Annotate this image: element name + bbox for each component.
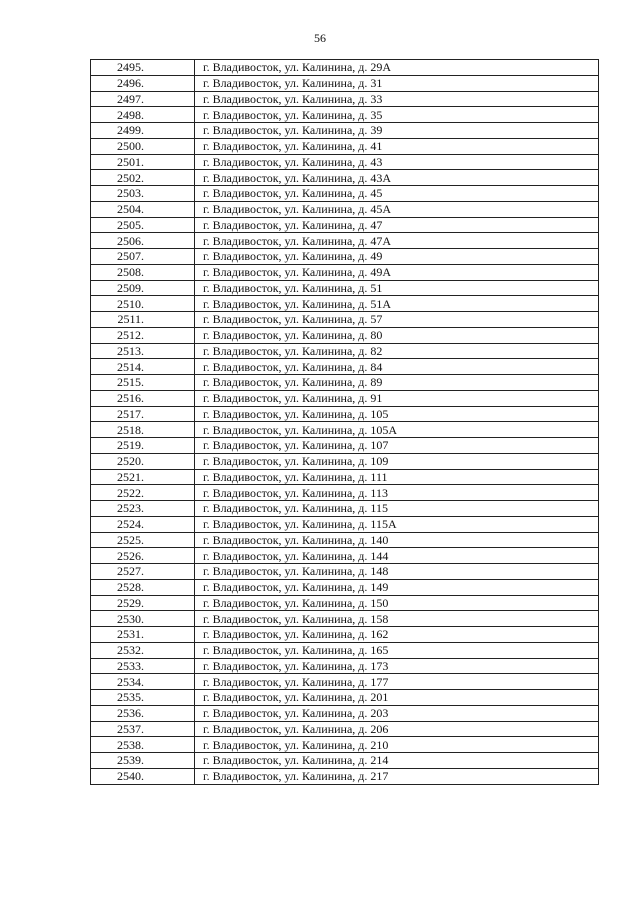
address-cell: г. Владивосток, ул. Калинина, д. 91 [195,390,599,406]
address-cell: г. Владивосток, ул. Калинина, д. 105А [195,422,599,438]
address-cell: г. Владивосток, ул. Калинина, д. 203 [195,705,599,721]
table-row [91,296,599,312]
table-row [91,75,599,91]
table-row [91,186,599,202]
row-number-cell: 2496. [91,75,195,91]
table-row [91,438,599,454]
address-cell: г. Владивосток, ул. Калинина, д. 57 [195,312,599,328]
table-row [91,406,599,422]
table-row [91,485,599,501]
row-number-cell: 2515. [91,375,195,391]
address-cell: г. Владивосток, ул. Калинина, д. 47А [195,233,599,249]
table-row [91,91,599,107]
table-row [91,548,599,564]
table-row [91,233,599,249]
table-row [91,705,599,721]
address-cell: г. Владивосток, ул. Калинина, д. 82 [195,343,599,359]
table-row [91,249,599,265]
address-cell: г. Владивосток, ул. Калинина, д. 148 [195,564,599,580]
address-cell: г. Владивосток, ул. Калинина, д. 43 [195,154,599,170]
table-row [91,138,599,154]
table-row [91,375,599,391]
row-number-cell: 2519. [91,438,195,454]
address-cell: г. Владивосток, ул. Калинина, д. 111 [195,469,599,485]
address-cell: г. Владивосток, ул. Калинина, д. 140 [195,532,599,548]
address-cell: г. Владивосток, ул. Калинина, д. 173 [195,658,599,674]
table-row [91,611,599,627]
row-number-cell: 2501. [91,154,195,170]
row-number-cell: 2512. [91,327,195,343]
row-number-cell: 2522. [91,485,195,501]
table-body [91,60,599,785]
table-row [91,422,599,438]
address-cell: г. Владивосток, ул. Калинина, д. 41 [195,138,599,154]
address-cell: г. Владивосток, ул. Калинина, д. 29А [195,60,599,76]
table-row [91,674,599,690]
row-number-cell: 2534. [91,674,195,690]
row-number-cell: 2525. [91,532,195,548]
address-cell: г. Владивосток, ул. Калинина, д. 206 [195,721,599,737]
address-cell: г. Владивосток, ул. Калинина, д. 115 [195,501,599,517]
table-row [91,469,599,485]
table-row [91,312,599,328]
row-number-cell: 2495. [91,60,195,76]
address-cell: г. Владивосток, ул. Калинина, д. 162 [195,627,599,643]
row-number-cell: 2516. [91,390,195,406]
row-number-cell: 2498. [91,107,195,123]
row-number-cell: 2507. [91,249,195,265]
table-row [91,264,599,280]
table-row [91,595,599,611]
address-cell: г. Владивосток, ул. Калинина, д. 214 [195,753,599,769]
row-number-cell: 2506. [91,233,195,249]
table-row [91,123,599,139]
address-cell: г. Владивосток, ул. Калинина, д. 210 [195,737,599,753]
row-number-cell: 2529. [91,595,195,611]
row-number-cell: 2514. [91,359,195,375]
row-number-cell: 2500. [91,138,195,154]
address-cell: г. Владивосток, ул. Калинина, д. 49 [195,249,599,265]
row-number-cell: 2517. [91,406,195,422]
table-row [91,768,599,784]
table-row [91,501,599,517]
table-row [91,107,599,123]
address-cell: г. Владивосток, ул. Калинина, д. 35 [195,107,599,123]
table-row [91,753,599,769]
row-number-cell: 2539. [91,753,195,769]
address-cell: г. Владивосток, ул. Калинина, д. 43А [195,170,599,186]
row-number-cell: 2523. [91,501,195,517]
table-row [91,627,599,643]
address-cell: г. Владивосток, ул. Калинина, д. 31 [195,75,599,91]
row-number-cell: 2535. [91,690,195,706]
row-number-cell: 2504. [91,201,195,217]
row-number-cell: 2527. [91,564,195,580]
table-row [91,217,599,233]
table-row [91,154,599,170]
row-number-cell: 2499. [91,123,195,139]
address-cell: г. Владивосток, ул. Калинина, д. 47 [195,217,599,233]
address-cell: г. Владивосток, ул. Калинина, д. 39 [195,123,599,139]
address-cell: г. Владивосток, ул. Калинина, д. 177 [195,674,599,690]
row-number-cell: 2508. [91,264,195,280]
address-cell: г. Владивосток, ул. Калинина, д. 150 [195,595,599,611]
address-cell: г. Владивосток, ул. Калинина, д. 80 [195,327,599,343]
page-number: 56 [314,31,326,45]
table-row [91,658,599,674]
address-cell: г. Владивосток, ул. Калинина, д. 113 [195,485,599,501]
table-row [91,201,599,217]
address-cell: г. Владивосток, ул. Калинина, д. 51 [195,280,599,296]
address-cell: г. Владивосток, ул. Калинина, д. 107 [195,438,599,454]
table-row [91,359,599,375]
row-number-cell: 2502. [91,170,195,186]
address-cell: г. Владивосток, ул. Калинина, д. 84 [195,359,599,375]
row-number-cell: 2540. [91,768,195,784]
table-row [91,60,599,76]
row-number-cell: 2497. [91,91,195,107]
row-number-cell: 2530. [91,611,195,627]
table-row [91,327,599,343]
address-cell: г. Владивосток, ул. Калинина, д. 105 [195,406,599,422]
address-cell: г. Владивосток, ул. Калинина, д. 158 [195,611,599,627]
row-number-cell: 2511. [91,312,195,328]
address-cell: г. Владивосток, ул. Калинина, д. 89 [195,375,599,391]
table-row [91,280,599,296]
address-cell: г. Владивосток, ул. Калинина, д. 201 [195,690,599,706]
row-number-cell: 2536. [91,705,195,721]
row-number-cell: 2503. [91,186,195,202]
address-cell: г. Владивосток, ул. Калинина, д. 109 [195,453,599,469]
address-cell: г. Владивосток, ул. Калинина, д. 33 [195,91,599,107]
table-row [91,170,599,186]
row-number-cell: 2524. [91,516,195,532]
table-row [91,532,599,548]
address-table [90,59,599,785]
table-row [91,564,599,580]
table-row [91,690,599,706]
table-row [91,579,599,595]
address-cell: г. Владивосток, ул. Калинина, д. 115А [195,516,599,532]
row-number-cell: 2521. [91,469,195,485]
address-cell: г. Владивосток, ул. Калинина, д. 149 [195,579,599,595]
table-row [91,721,599,737]
row-number-cell: 2513. [91,343,195,359]
row-number-cell: 2520. [91,453,195,469]
address-cell: г. Владивосток, ул. Калинина, д. 45А [195,201,599,217]
row-number-cell: 2528. [91,579,195,595]
row-number-cell: 2509. [91,280,195,296]
row-number-cell: 2518. [91,422,195,438]
table-row [91,516,599,532]
address-cell: г. Владивосток, ул. Калинина, д. 51А [195,296,599,312]
table-row [91,642,599,658]
address-cell: г. Владивосток, ул. Калинина, д. 45 [195,186,599,202]
table-row [91,343,599,359]
row-number-cell: 2531. [91,627,195,643]
address-cell: г. Владивосток, ул. Калинина, д. 217 [195,768,599,784]
row-number-cell: 2538. [91,737,195,753]
table-row [91,453,599,469]
row-number-cell: 2505. [91,217,195,233]
address-cell: г. Владивосток, ул. Калинина, д. 144 [195,548,599,564]
table-row [91,390,599,406]
row-number-cell: 2537. [91,721,195,737]
row-number-cell: 2510. [91,296,195,312]
table-row [91,737,599,753]
address-cell: г. Владивосток, ул. Калинина, д. 165 [195,642,599,658]
address-cell: г. Владивосток, ул. Калинина, д. 49А [195,264,599,280]
row-number-cell: 2526. [91,548,195,564]
row-number-cell: 2532. [91,642,195,658]
row-number-cell: 2533. [91,658,195,674]
